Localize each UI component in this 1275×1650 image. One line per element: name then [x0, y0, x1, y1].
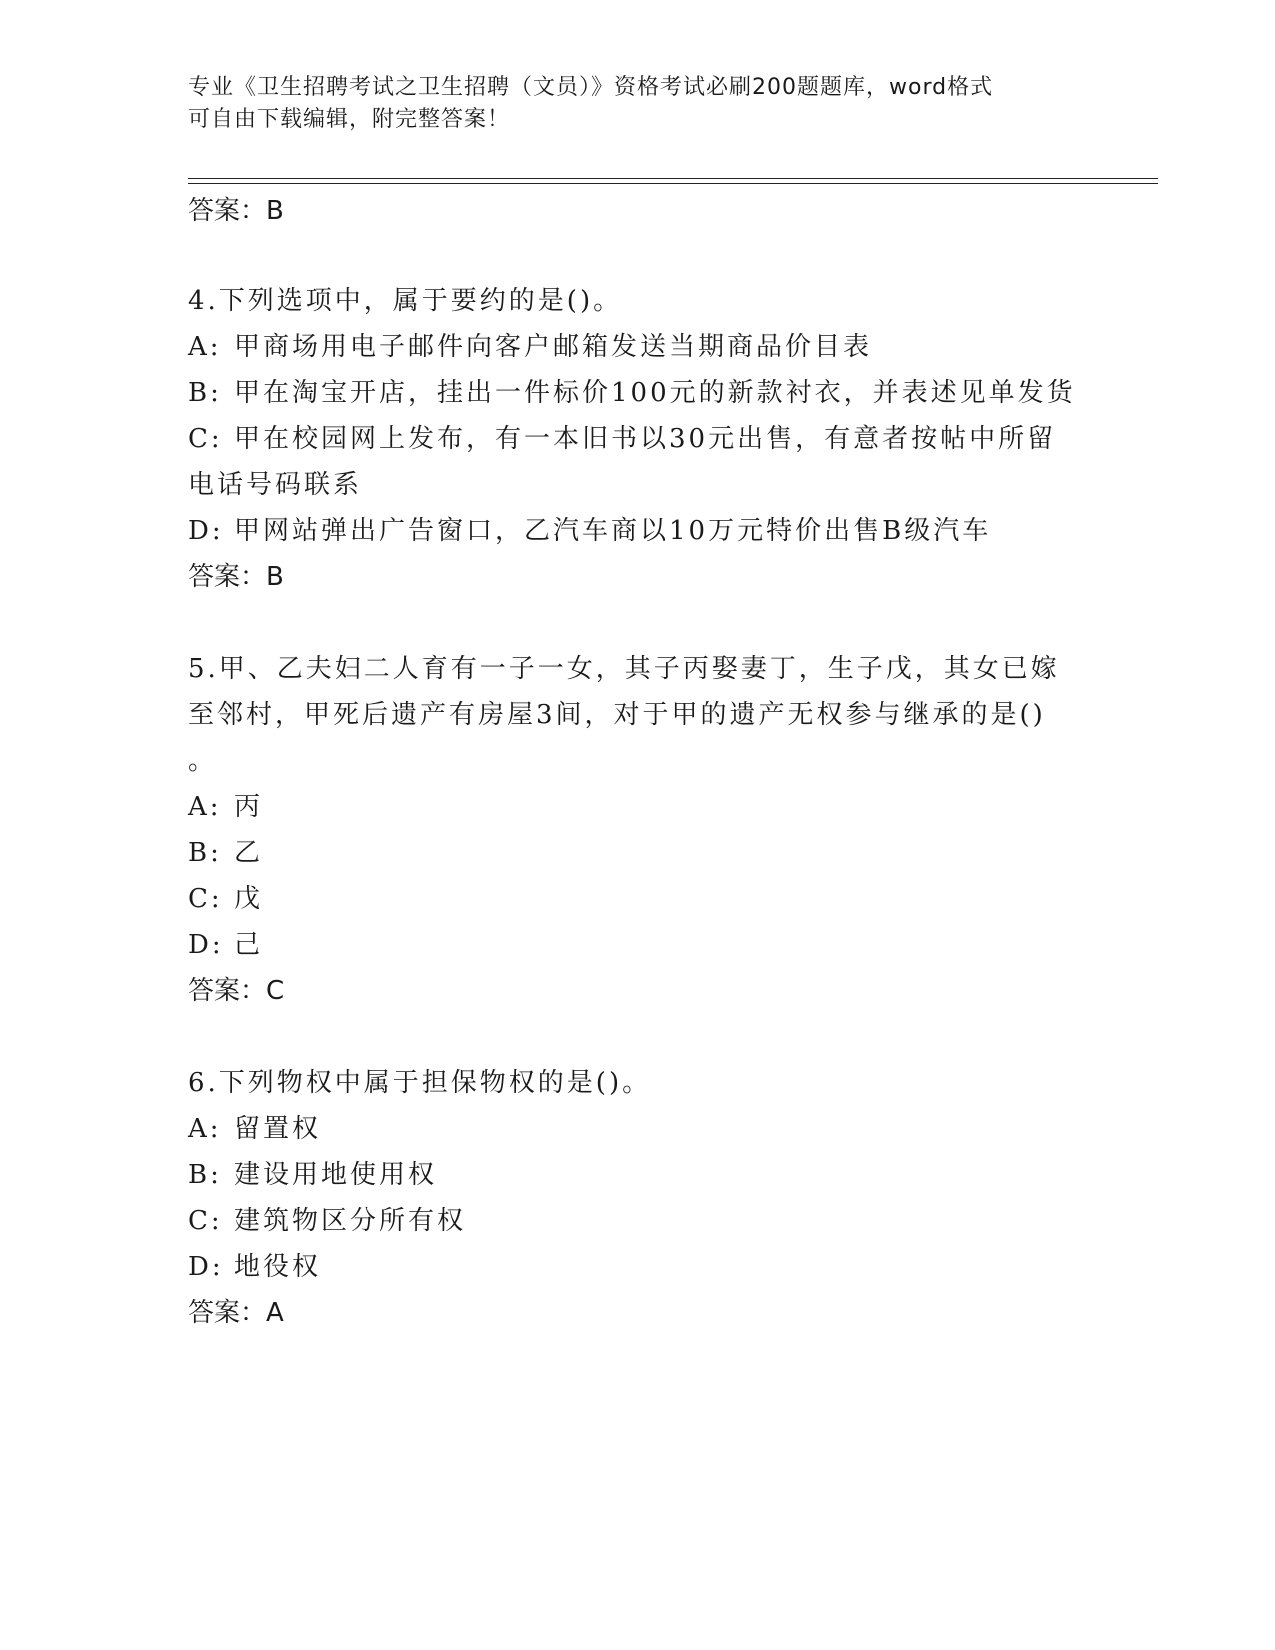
question-stem-continued: 至邻村，甲死后遗产有房屋3间，对于甲的遗产无权参与继承的是()	[188, 700, 1046, 730]
option-text: 甲在校园网上发布，有一本旧书以30元出售，有意者按帖中所留	[234, 424, 1057, 454]
option-key: C:	[188, 1206, 223, 1236]
option-key: D:	[188, 516, 224, 546]
option-key: B:	[188, 1160, 222, 1190]
header-line-2: 可自由下载编辑，附完整答案！	[188, 107, 511, 132]
option-key: B:	[188, 378, 222, 408]
page-header	[188, 72, 1068, 136]
option-c-continued: 电话号码联系	[188, 470, 363, 500]
question-stem: 4.下列选项中，属于要约的是()。	[188, 286, 623, 316]
answer: 答案：A	[188, 1298, 284, 1328]
option-key: A:	[188, 1114, 222, 1144]
question-stem: 5.甲、乙夫妇二人育有一子一女，其子丙娶妻丁，生子戊，其女已嫁	[188, 654, 1060, 684]
option-key: A:	[188, 332, 222, 362]
option-key: D:	[188, 1252, 224, 1282]
option-text: 乙	[234, 838, 264, 868]
question-block	[188, 646, 1088, 1014]
option-key: C:	[188, 884, 223, 914]
option-d	[188, 922, 1088, 968]
question-stem-continued: 。	[188, 746, 218, 776]
option-text: 甲在淘宝开店，挂出一件标价100元的新款衬衣，并表述见单发货	[234, 378, 1076, 408]
option-text: 留置权	[234, 1114, 322, 1144]
option-b	[188, 830, 1088, 876]
header-divider-bottom	[188, 183, 1158, 184]
option-text: 戊	[234, 884, 264, 914]
answer: 答案：C	[188, 976, 285, 1006]
option-d	[188, 1244, 1088, 1290]
option-c	[188, 1198, 1088, 1244]
option-c	[188, 416, 1088, 462]
option-key: D:	[188, 930, 224, 960]
option-key: B:	[188, 838, 222, 868]
option-text: 己	[234, 930, 264, 960]
answer: 答案：B	[188, 562, 284, 592]
option-text: 建筑物区分所有权	[234, 1206, 467, 1236]
question-block	[188, 1060, 1088, 1336]
option-c	[188, 876, 1088, 922]
option-b	[188, 1152, 1088, 1198]
option-b	[188, 370, 1088, 416]
question-stem: 6.下列物权中属于担保物权的是()。	[188, 1068, 652, 1098]
previous-answer: 答案：B	[188, 196, 284, 226]
option-text: 建设用地使用权	[234, 1160, 438, 1190]
document-body	[188, 188, 1088, 1336]
option-text: 甲商场用电子邮件向客户邮箱发送当期商品价目表	[234, 332, 873, 362]
option-text: 地役权	[234, 1252, 322, 1282]
option-text: 甲网站弹出广告窗口，乙汽车商以10万元特价出售B级汽车	[234, 516, 992, 546]
header-divider-top	[188, 178, 1158, 179]
option-d	[188, 508, 1088, 554]
header-line-1: 专业《卫生招聘考试之卫生招聘（文员）》资格考试必刷200题题库，word格式	[188, 75, 994, 100]
option-a	[188, 1106, 1088, 1152]
option-a	[188, 324, 1088, 370]
question-block	[188, 278, 1088, 600]
option-a	[188, 784, 1088, 830]
option-key: C:	[188, 424, 223, 454]
option-text: 丙	[234, 792, 264, 822]
option-key: A:	[188, 792, 222, 822]
